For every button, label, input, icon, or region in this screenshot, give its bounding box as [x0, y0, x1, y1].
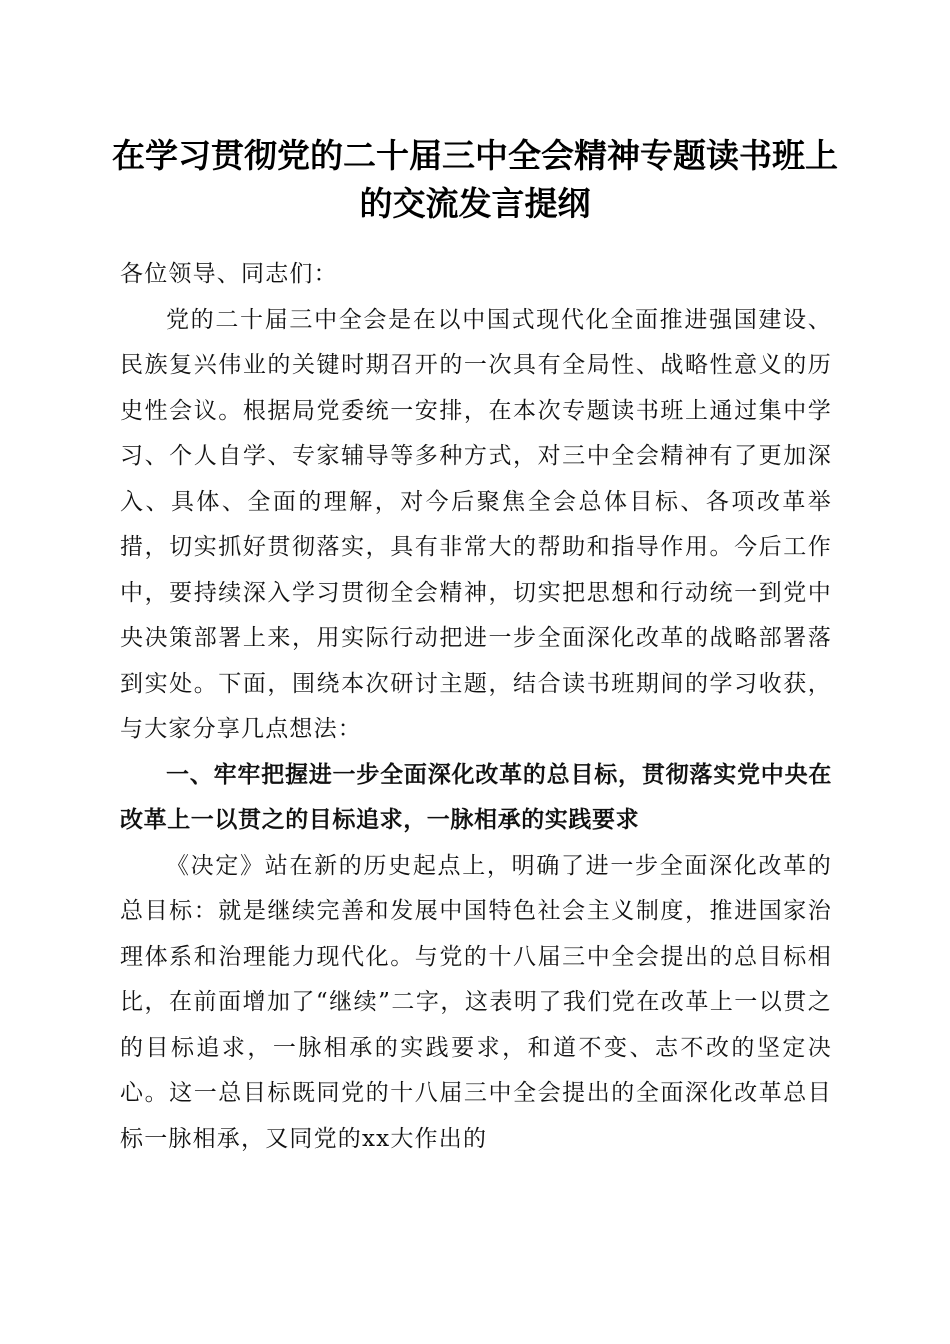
- section-heading-1: 一、牢牢把握进一步全面深化改革的总目标，贯彻落实党中央在改革上一以贯之的目标追求，一脉相承的实践要求: [120, 761, 832, 833]
- intro-paragraph: 党的二十届三中全会是在以中国式现代化全面推进强国建设、民族复兴伟业的关键时期召开的一次具有全局性、战略性意义的历史性会议。根据局党委统一安排，在本次专题读书班上通过集中学习、个人自学、专家辅导等多种方式，对三中全会精神有了更加深入、具体、全面的理解，对今后聚焦全会总体目标、各项改革举措，切实抓好贯彻落实，具有非常大的帮助和指导作用。今后工作中，要持续深入学习贯彻全会精神，切实把思想和行动统一到党中央决策部署上来，用实际行动把进一步全面深化改革的战略部署落到实处。下面，围绕本次研讨主题，结合读书班期间的学习收获，与大家分享几点想法：: [120, 306, 832, 742]
- salutation: 各位领导、同志们：: [120, 261, 338, 287]
- document-title: 在学习贯彻党的二十届三中全会精神专题读书班上的交流发言提纲: [112, 136, 838, 223]
- section-1-paragraph: 《决定》站在新的历史起点上，明确了进一步全面深化改革的总目标：就是继续完善和发展中国特色社会主义制度，推进国家治理体系和治理能力现代化。与党的十八届三中全会提出的总目标相比，在前面增加了“继续”二字，这表明了我们党在改革上一以贯之的目标追求，一脉相承的实践要求，和道不变、志不改的坚定决心。这一总目标既同党的十八届三中全会提出的全面深化改革总目标一脉相承，又同党的xx大作出的: [120, 852, 832, 1152]
- document-body: [120, 252, 832, 1162]
